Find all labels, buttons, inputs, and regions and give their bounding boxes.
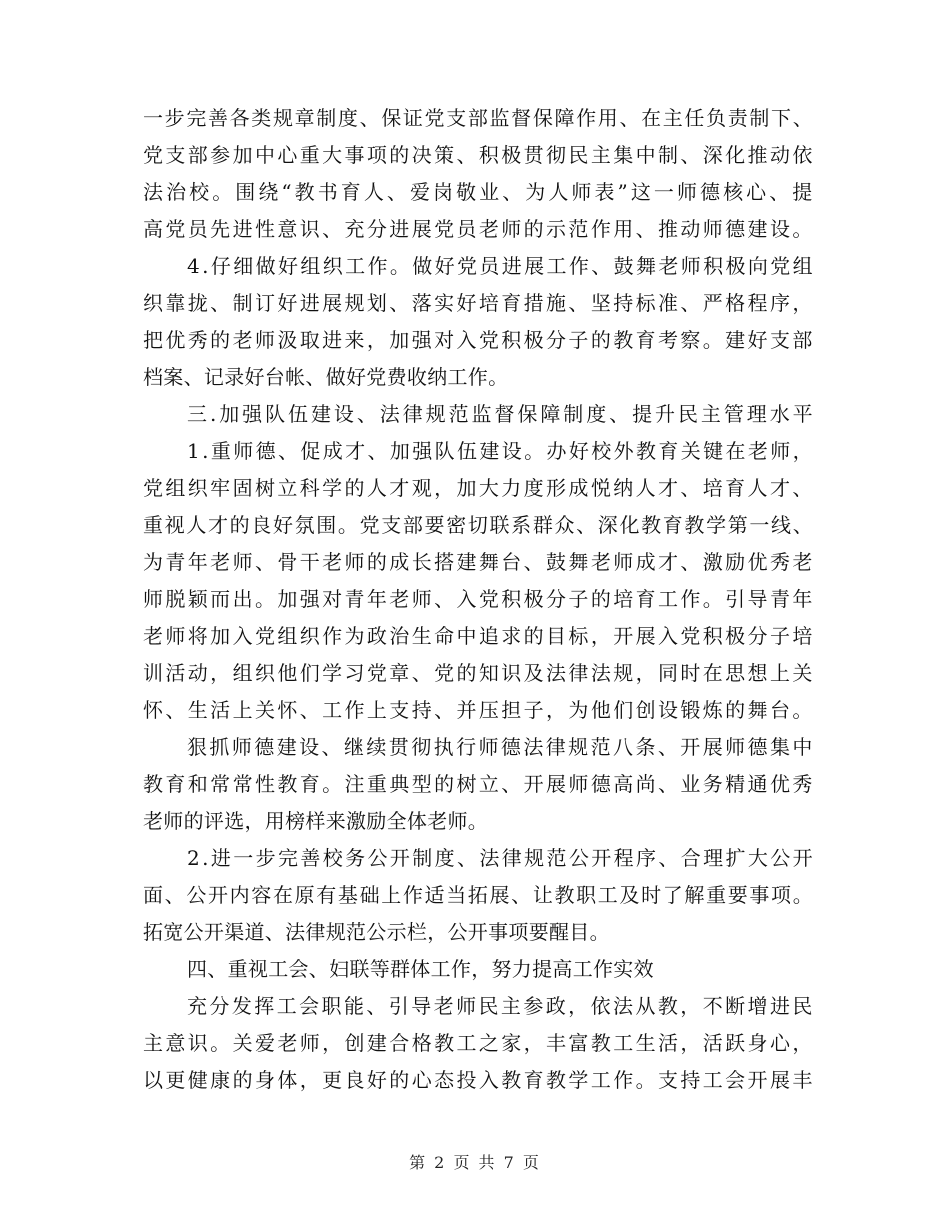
text-line: 1 . 重 师 德 、 促 成 才 、 加 强 队 伍 建 设 。 办 好 校 外 教 育 关 键 在 老 师 ， <box>187 439 813 463</box>
text-line: 法 治 校 。 围 绕 “ 教 书 育 人 、 爱 岗 敬 业 、 为 人 师 表 ” 这 一 师 德 核 心 、 提 <box>143 180 813 204</box>
text-line: 面 、 公 开 内 容 在 原 有 基 础 上 作 适 当 拓 展 、 让 教 职 工 及 时 了 解 重 要 事 项 。 <box>143 883 813 907</box>
page-number-footer: 第 2 页 共 7 页 <box>409 1153 541 1172</box>
text-line: 党 支 部 参 加 中 心 重 大 事 项 的 决 策 、 积 极 贯 彻 民 主 集 中 制 、 深 化 推 动 依 <box>143 143 813 167</box>
text-line-content: 四、重视工会、妇联等群体工作，努力提高工作实效 <box>187 957 654 981</box>
text-line: 老 师 将 加 入 党 组 织 作 为 政 治 生 命 中 追 求 的 目 标 ， 开 展 入 党 积 极 分 子 培 <box>143 624 813 648</box>
text-line: 训 活 动 ， 组 织 他 们 学 习 党 章 、 党 的 知 识 及 法 律 法 规 ， 同 时 在 思 想 上 关 <box>143 661 813 685</box>
text-line-content: 档案、记录好台帐、做好党费收纳工作。 <box>143 365 509 389</box>
text-line: 一 步 完 善 各 类 规 章 制 度 、 保 证 党 支 部 监 督 保 障 作 用 、 在 主 任 负 责 制 下 、 <box>143 106 813 130</box>
text-line <box>143 914 813 951</box>
text-line <box>143 803 813 840</box>
text-line: 以 更 健 康 的 身 体 ， 更 良 好 的 心 态 投 入 教 育 教 学 工 作 。 支 持 工 会 开 展 丰 <box>143 1068 813 1092</box>
text-line: 4 . 仔 细 做 好 组 织 工 作 。 做 好 党 员 进 展 工 作 、 鼓 舞 老 师 积 极 向 党 组 <box>187 254 813 278</box>
text-line: 党 组 织 牢 固 树 立 科 学 的 人 才 观 ， 加 大 力 度 形 成 悦 纳 人 才 、 培 育 人 才 、 <box>143 476 813 500</box>
text-line: 2 . 进 一 步 完 善 校 务 公 开 制 度 、 法 律 规 范 公 开 程 序 、 合 理 扩 大 公 开 <box>187 846 813 870</box>
document-body <box>143 100 813 1099</box>
text-line: 充 分 发 挥 工 会 职 能 、 引 导 老 师 民 主 参 政 ， 依 法 从 教 ， 不 断 增 进 民 <box>187 994 813 1018</box>
text-line: 重 视 人 才 的 良 好 氛 围 。 党 支 部 要 密 切 联 系 群 众 、 深 化 教 育 教 学 第 一 线 、 <box>143 513 813 537</box>
text-line <box>143 951 813 988</box>
text-line-content: 老师的评选，用榜样来激励全体老师。 <box>143 809 489 833</box>
text-line: 三 . 加 强 队 伍 建 设 、 法 律 规 范 监 督 保 障 制 度 、 提 升 民 主 管 理 水 平 <box>187 402 813 426</box>
text-line: 织 靠 拢 、 制 订 好 进 展 规 划 、 落 实 好 培 育 措 施 、 坚 持 标 准 、 严 格 程 序 ， <box>143 291 813 315</box>
text-line-content: 拓宽公开渠道、法律规范公示栏，公开事项要醒目。 <box>143 920 610 944</box>
text-line: 怀 、 生 活 上 关 怀 、 工 作 上 支 持 、 并 压 担 子 ， 为 他 们 创 设 锻 炼 的 舞 台 。 <box>143 698 813 722</box>
text-line: 教 育 和 常 常 性 教 育 。 注 重 典 型 的 树 立 、 开 展 师 德 高 尚 、 业 务 精 通 优 秀 <box>143 772 813 796</box>
text-line: 为 青 年 老 师 、 骨 干 老 师 的 成 长 搭 建 舞 台 、 鼓 舞 老 师 成 才 、 激 励 优 秀 老 <box>143 550 813 574</box>
text-line: 高 党 员 先 进 性 意 识 、 充 分 进 展 党 员 老 师 的 示 范 作 用 、 推 动 师 德 建 设 。 <box>143 217 813 241</box>
text-line: 狠 抓 师 德 建 设 、 继 续 贯 彻 执 行 师 德 法 律 规 范 八 条 、 开 展 师 德 集 中 <box>187 735 813 759</box>
text-line: 主 意 识 。 关 爱 老 师 ， 创 建 合 格 教 工 之 家 ， 丰 富 教 工 生 活 ， 活 跃 身 心 ， <box>143 1031 813 1055</box>
text-line <box>143 359 813 396</box>
text-line: 把 优 秀 的 老 师 汲 取 进 来 ， 加 强 对 入 党 积 极 分 子 的 教 育 考 察 。 建 好 支 部 <box>143 328 813 352</box>
text-line: 师 脱 颖 而 出 。 加 强 对 青 年 老 师 、 入 党 积 极 分 子 的 培 育 工 作 。 引 导 青 年 <box>143 587 813 611</box>
